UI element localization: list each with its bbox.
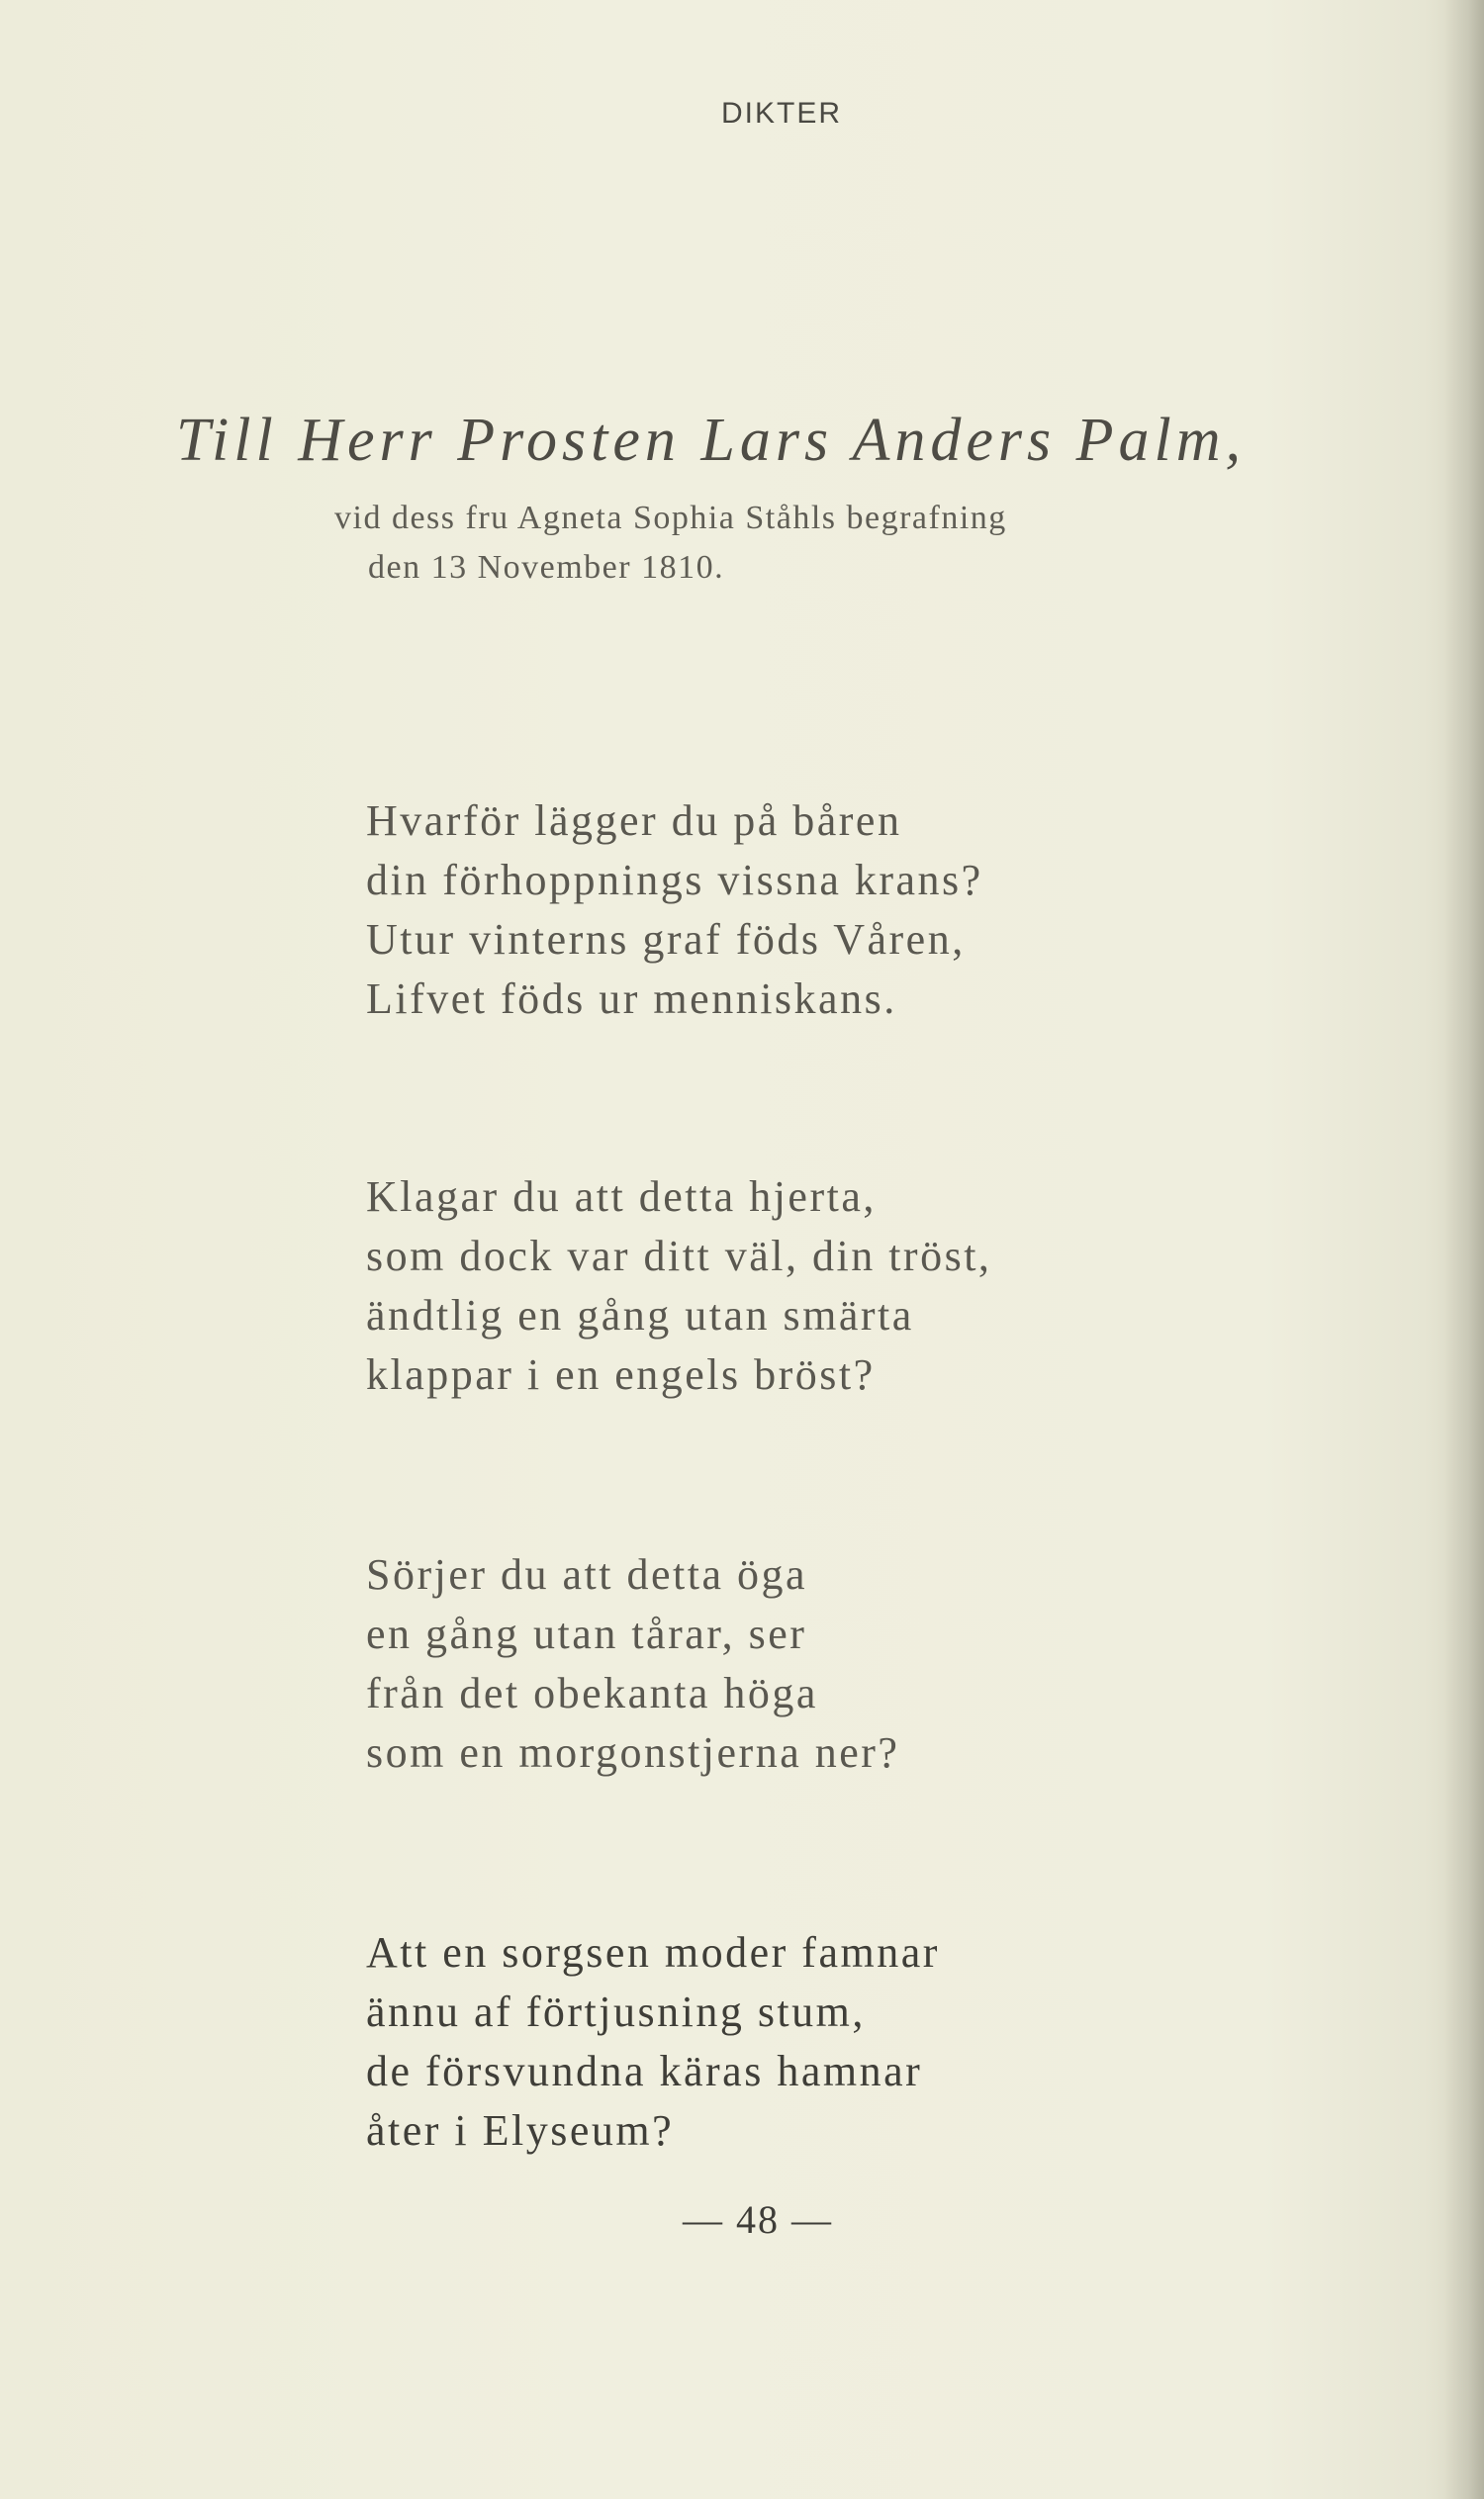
verse-line: åter i Elyseum? <box>366 2106 675 2155</box>
verse-line: Hvarför lägger du på båren <box>366 796 902 845</box>
page-edge-shadow <box>1444 0 1484 2499</box>
verse-line: Sörjer du att detta öga <box>366 1550 808 1599</box>
verse-line: din förhoppnings vissna krans? <box>366 856 983 904</box>
verse-line: från det obekanta höga <box>366 1669 818 1717</box>
verse-line: en gång utan tårar, ser <box>366 1610 807 1658</box>
verse-line: de försvundna käras hamnar <box>366 2047 923 2095</box>
stanza-3 <box>366 1545 899 1783</box>
stanza-2 <box>366 1167 991 1405</box>
stanza-4 <box>366 1923 940 2161</box>
poem-title: Till Herr Prosten Lars Anders Palm, <box>176 407 1246 474</box>
verse-line: ändtlig en gång utan smärta <box>366 1291 914 1340</box>
running-head: DIKTER <box>720 97 842 130</box>
verse-line: ännu af förtjusning stum, <box>366 1988 866 2036</box>
poem-subtitle-line-1: vid dess fru Agneta Sophia Ståhls begrafning <box>334 500 1007 536</box>
verse-line: klappar i en engels bröst? <box>366 1350 876 1399</box>
verse-line: Att en sorgsen moder famnar <box>366 1928 940 1977</box>
verse-line: Utur vinterns graf föds Våren, <box>366 915 966 964</box>
verse-line: Lifvet föds ur menniskans. <box>366 974 897 1023</box>
page-number: — 48 — <box>683 2197 833 2242</box>
poem-subtitle-line-2: den 13 November 1810. <box>368 549 725 586</box>
verse-line: som dock var ditt väl, din tröst, <box>366 1232 992 1280</box>
stanza-1 <box>366 791 983 1029</box>
verse-line: som en morgonstjerna ner? <box>366 1728 900 1777</box>
verse-line: Klagar du att detta hjerta, <box>366 1172 877 1221</box>
